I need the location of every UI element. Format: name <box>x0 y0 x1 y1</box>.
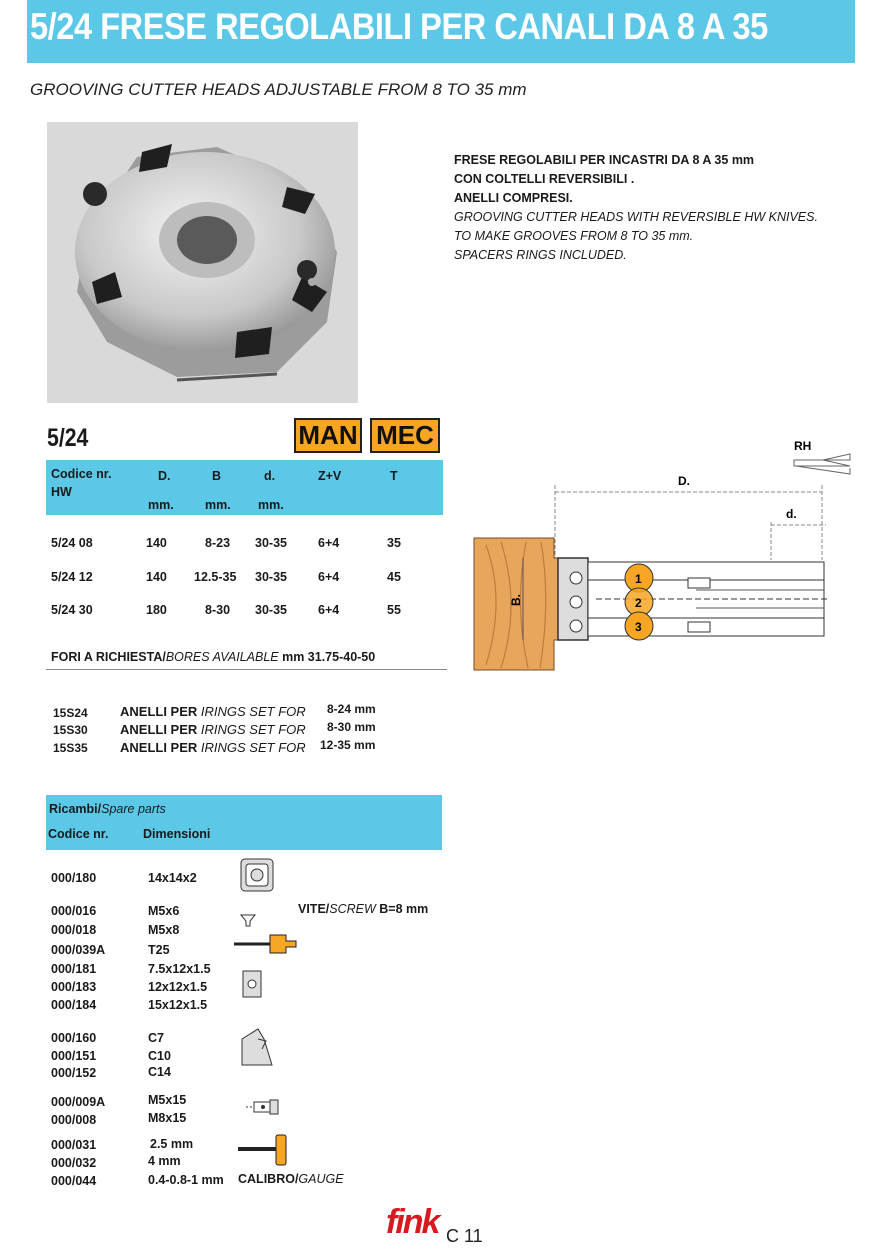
spare-dim: C10 <box>148 1049 171 1063</box>
col-thickness: T <box>390 469 398 483</box>
gauge-en: GAUGE <box>298 1172 344 1186</box>
divider <box>46 669 447 670</box>
page-number: C 11 <box>446 1226 483 1246</box>
spare-dim: 0.4-0.8-1 mm <box>148 1173 224 1187</box>
row-teeth: 6+4 <box>318 603 340 617</box>
ring-range: 12-35 mm <box>320 738 376 752</box>
unit-mm: mm. <box>148 498 174 512</box>
knife-2-label: 2 <box>635 596 642 610</box>
spare-dim: 12x12x1.5 <box>148 980 208 994</box>
row-thickness: 35 <box>387 536 401 550</box>
spare-code: 000/032 <box>51 1156 97 1170</box>
knife-1-label: 1 <box>635 572 642 586</box>
desc-en-line: GROOVING CUTTER HEADS WITH REVERSIBLE HW KNIVES. <box>454 210 818 224</box>
bolt-icon <box>246 1098 280 1116</box>
ring-label <box>120 740 306 755</box>
spare-code: 000/031 <box>51 1138 97 1152</box>
product-description <box>454 151 818 265</box>
col-teeth: Z+V <box>318 469 342 483</box>
spare-dim: M5x6 <box>148 904 180 918</box>
spare-col-dim: Dimensioni <box>143 827 211 841</box>
man-badge: MAN <box>294 418 362 453</box>
spare-dim: M8x15 <box>148 1111 187 1125</box>
spare-code: 000/152 <box>51 1066 97 1080</box>
spare-dim: T25 <box>148 943 170 957</box>
bores-it: FORI A RICHIESTA/ <box>51 650 166 664</box>
row-thickness: 45 <box>387 570 401 584</box>
desc-it-line: CON COLTELLI REVERSIBILI . <box>454 172 635 186</box>
spare-dim: C14 <box>148 1065 171 1079</box>
rh-label: RH <box>794 439 812 453</box>
col-bore: d. <box>264 469 276 483</box>
row-code: 5/24 30 <box>51 603 93 617</box>
spare-code: 000/044 <box>51 1174 97 1188</box>
spare-code: 000/016 <box>51 904 97 918</box>
col-width: B <box>212 469 222 483</box>
ring-code: 15S35 <box>53 741 88 755</box>
spare-dim: M5x15 <box>148 1093 187 1107</box>
spare-dim: 14x14x2 <box>148 871 197 885</box>
page-subtitle: GROOVING CUTTER HEADS ADJUSTABLE FROM 8 TO 35 mm <box>30 80 527 99</box>
row-bore: 30-35 <box>255 536 287 550</box>
spare-col-code: Codice nr. <box>48 827 109 841</box>
screw-note <box>298 902 428 916</box>
row-teeth: 6+4 <box>318 570 340 584</box>
row-diameter: 140 <box>146 536 167 550</box>
row-code: 5/24 12 <box>51 570 93 584</box>
spare-dim: 2.5 mm <box>150 1137 194 1151</box>
spare-code: 000/180 <box>51 871 97 885</box>
row-width: 8-23 <box>205 536 231 550</box>
model-code: 5/24 <box>47 424 89 452</box>
spare-parts-title <box>49 802 166 816</box>
gauge-it: CALIBRO/ <box>238 1172 299 1186</box>
mec-badge: MEC <box>370 418 440 453</box>
diameter-label: D. <box>678 474 690 488</box>
screw-it: VITE/ <box>298 902 330 916</box>
ring-en: IRINGS SET FOR <box>200 704 306 719</box>
unit-mm: mm. <box>258 498 284 512</box>
bores-values: mm 31.75-40-50 <box>278 650 376 664</box>
spare-dim: 7.5x12x1.5 <box>148 962 211 976</box>
ring-code: 15S24 <box>53 706 88 720</box>
ring-label <box>120 722 306 737</box>
spare-dim: C7 <box>148 1031 164 1045</box>
row-teeth: 6+4 <box>318 536 340 550</box>
knife-3-label: 3 <box>635 620 642 634</box>
allen-key-icon <box>236 1133 290 1167</box>
spare-dim: 15x12x1.5 <box>148 998 208 1012</box>
technical-diagram <box>466 430 866 680</box>
col-code: Codice nr. <box>51 467 112 481</box>
spare-code: 000/151 <box>51 1049 97 1063</box>
ring-it: ANELLI PER <box>120 740 201 755</box>
row-bore: 30-35 <box>255 570 287 584</box>
spare-code: 000/018 <box>51 923 97 937</box>
spare-code: 000/181 <box>51 962 97 976</box>
spare-code: 000/009A <box>51 1095 106 1109</box>
ring-range: 8-30 mm <box>327 720 376 734</box>
shim-plate-icon <box>242 970 262 998</box>
ring-it: ANELLI PER <box>120 704 201 719</box>
torx-key-icon <box>232 932 298 956</box>
spare-title-it: Ricambi/ <box>49 802 102 816</box>
spare-code: 000/039A <box>51 943 106 957</box>
ring-en: IRINGS SET FOR <box>200 722 306 737</box>
spare-dim: M5x8 <box>148 923 180 937</box>
desc-it-line: FRESE REGOLABILI PER INCASTRI DA 8 A 35 mm <box>454 153 755 167</box>
row-diameter: 180 <box>146 603 167 617</box>
desc-en-line: SPACERS RINGS INCLUDED. <box>454 248 627 262</box>
row-code: 5/24 08 <box>51 536 93 550</box>
brand-logo: fink <box>386 1203 439 1241</box>
unit-mm: mm. <box>205 498 231 512</box>
col-hw: HW <box>51 485 72 499</box>
spare-code: 000/183 <box>51 980 97 994</box>
ring-range: 8-24 mm <box>327 702 376 716</box>
screw-b: B=8 mm <box>375 902 429 916</box>
spare-code: 000/160 <box>51 1031 97 1045</box>
knife-insert-icon <box>240 858 274 892</box>
col-diameter: D. <box>158 469 171 483</box>
ring-en: IRINGS SET FOR <box>200 740 306 755</box>
desc-it-line: ANELLI COMPRESI. <box>454 191 573 205</box>
row-width: 8-30 <box>205 603 231 617</box>
bores-note <box>51 650 375 664</box>
row-diameter: 140 <box>146 570 167 584</box>
ring-it: ANELLI PER <box>120 722 201 737</box>
ring-label <box>120 704 306 719</box>
screw-icon <box>240 913 256 927</box>
rotation-arrow-icon <box>794 454 850 474</box>
screw-en: SCREW <box>329 902 376 916</box>
bores-en: BORES AVAILABLE <box>165 650 279 664</box>
row-width: 12.5-35 <box>194 570 237 584</box>
width-label: B. <box>509 594 523 606</box>
knife-blade-icon <box>240 1027 274 1067</box>
row-bore: 30-35 <box>255 603 287 617</box>
desc-en-line: TO MAKE GROOVES FROM 8 TO 35 mm. <box>454 229 694 243</box>
ring-code: 15S30 <box>53 723 88 737</box>
row-thickness: 55 <box>387 603 401 617</box>
spare-title-en: Spare parts <box>101 802 166 816</box>
page-title: 5/24 FRESE REGOLABILI PER CANALI DA 8 A 35 <box>30 6 768 47</box>
gauge-note <box>238 1172 344 1186</box>
spare-code: 000/008 <box>51 1113 97 1127</box>
product-photo <box>47 122 358 403</box>
bore-label: d. <box>786 507 797 521</box>
spare-code: 000/184 <box>51 998 97 1012</box>
spare-dim: 4 mm <box>148 1154 181 1168</box>
